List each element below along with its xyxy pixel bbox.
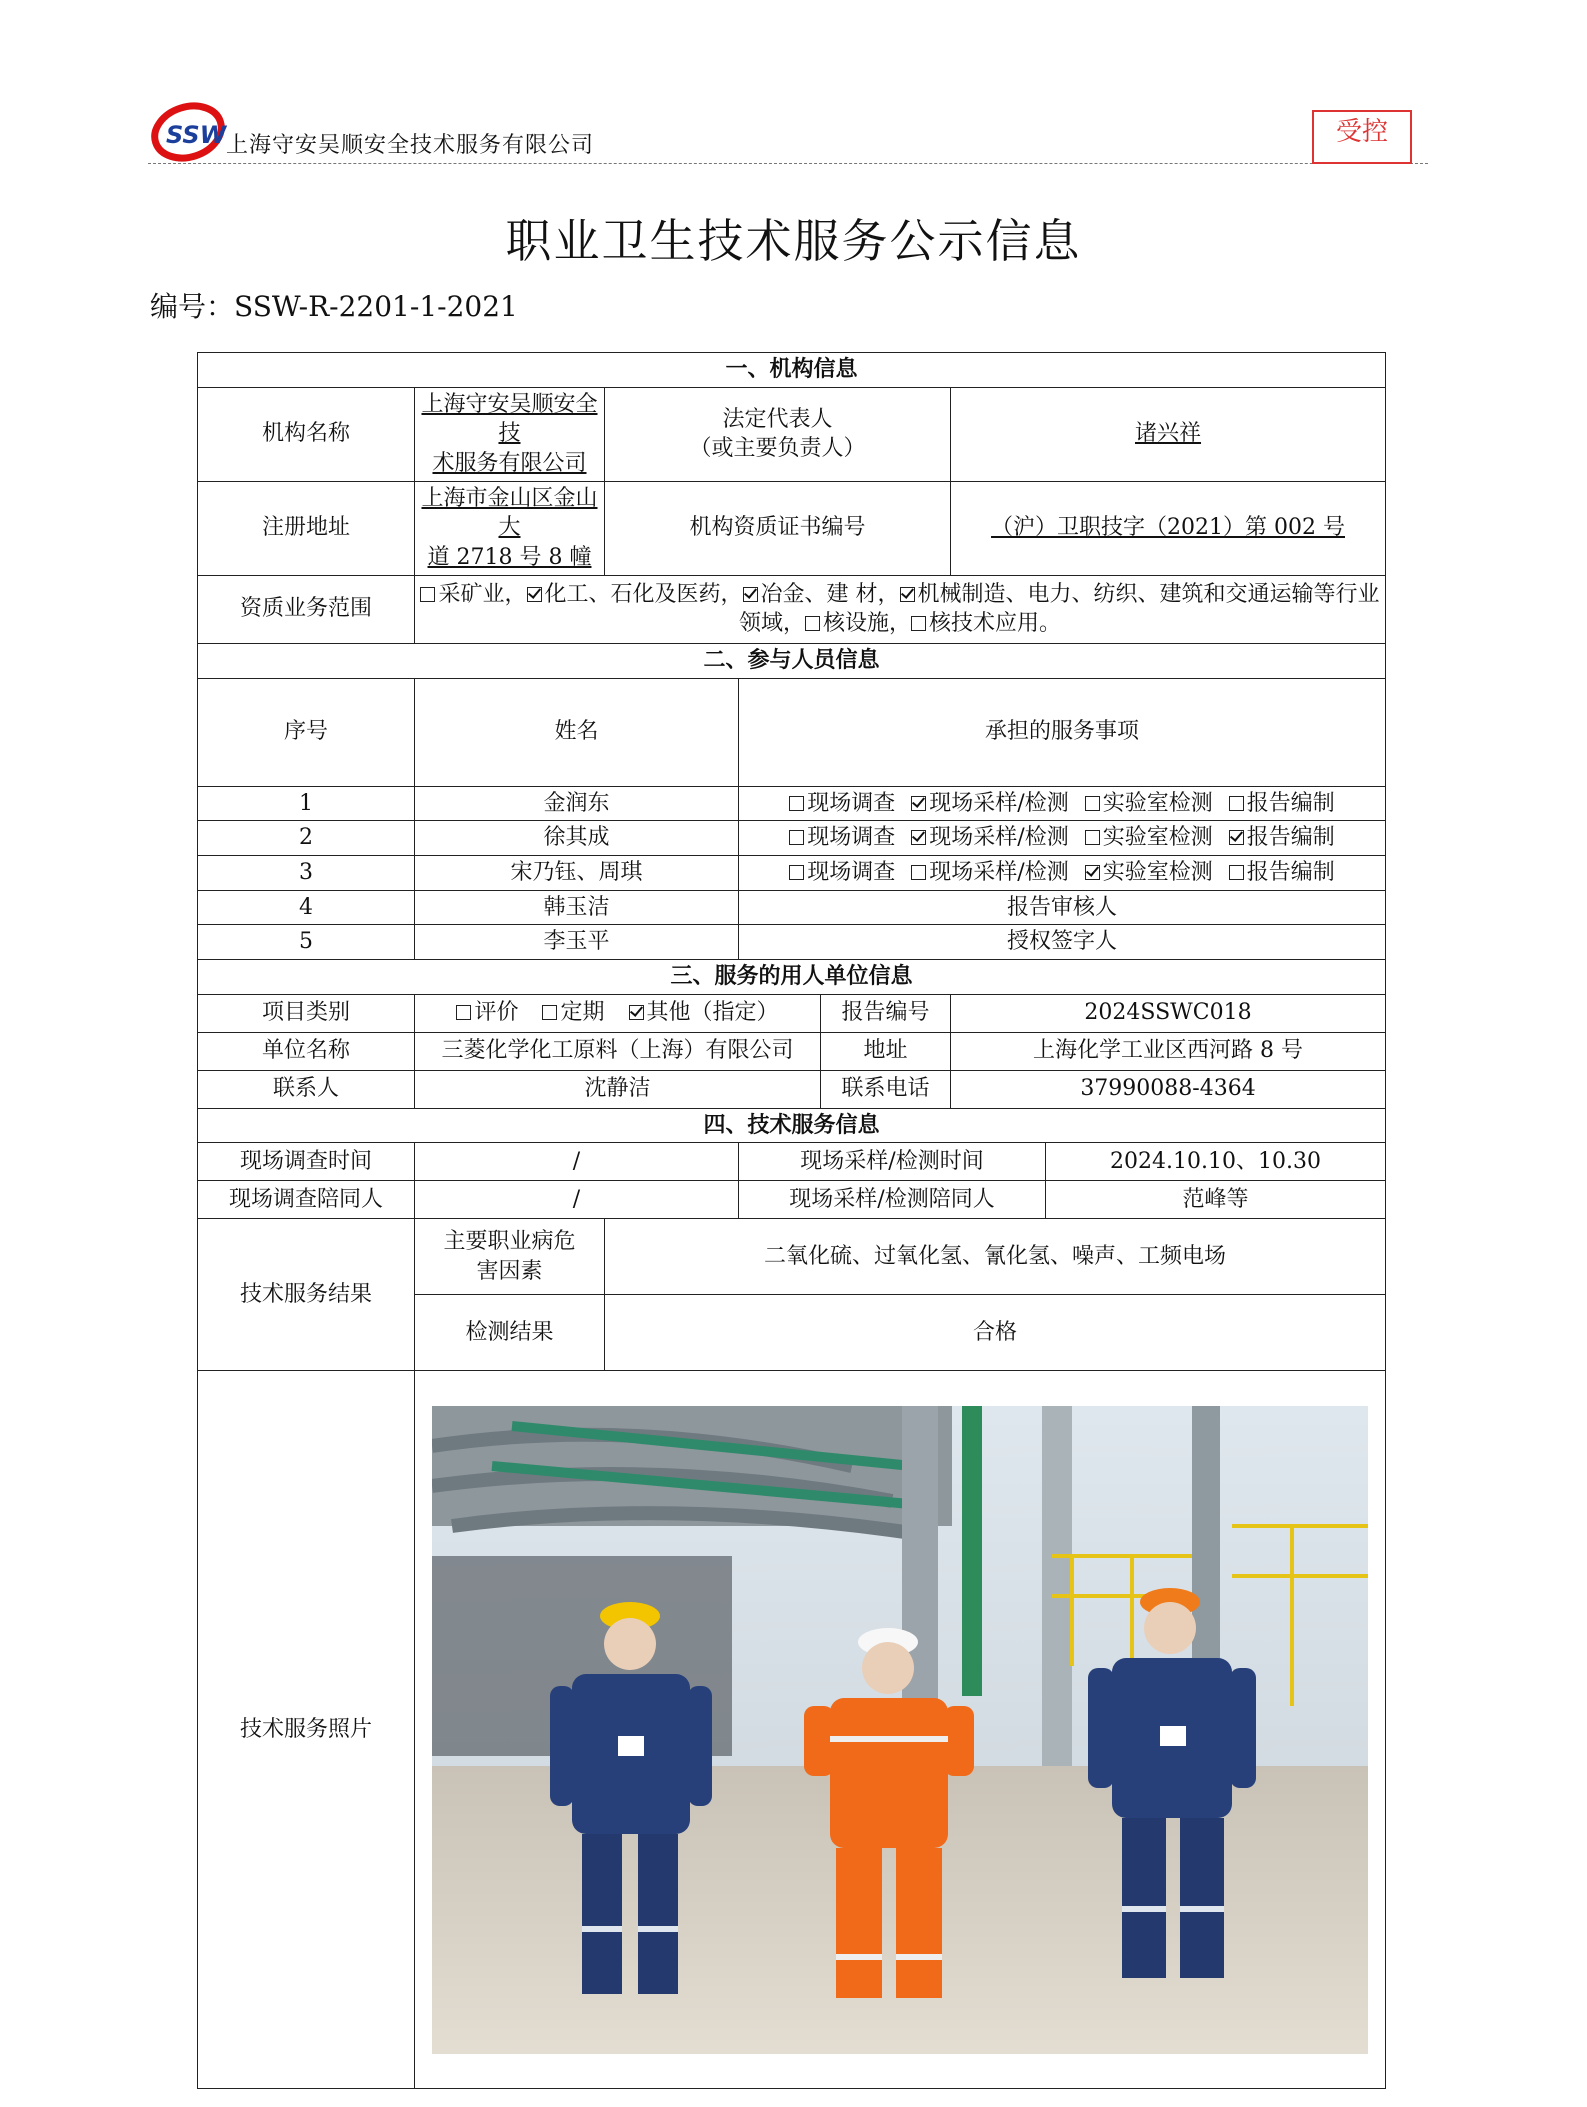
sampling-companion: 范峰等 — [1046, 1181, 1386, 1219]
service-photo — [432, 1406, 1368, 2054]
scope-item-label: 机械制造、电力、纺织、建筑和交通运输等行业领域， — [738, 581, 1380, 637]
duty-item — [789, 791, 895, 816]
staff-row — [198, 890, 1386, 925]
staff-name: 韩玉洁 — [415, 890, 739, 925]
detect-result: 合格 — [605, 1295, 1386, 1371]
info-table — [197, 352, 1386, 2089]
duty-item — [1085, 791, 1213, 816]
checked-box-icon — [629, 1005, 644, 1020]
unchecked-box-icon — [542, 1005, 557, 1020]
duty-item — [1085, 825, 1213, 850]
address-label: 注册地址 — [198, 481, 415, 575]
survey-time-label: 现场调查时间 — [198, 1143, 415, 1181]
unchecked-box-icon — [789, 796, 804, 811]
section-client-heading: 三、服务的用人单位信息 — [198, 959, 1386, 994]
project-type-label: 评价 — [474, 1000, 519, 1026]
scope-label: 资质业务范围 — [198, 575, 415, 643]
client-address: 上海化学工业区西河路 8 号 — [951, 1032, 1386, 1070]
checked-box-icon — [911, 796, 926, 811]
duty-label: 实验室检测 — [1102, 790, 1213, 816]
unchecked-box-icon — [789, 865, 804, 880]
hazards-label: 主要职业病危 害因素 — [415, 1219, 605, 1295]
section-service-heading: 四、技术服务信息 — [198, 1108, 1386, 1143]
scope-item — [911, 611, 1061, 636]
cert-value: （沪）卫职技字（2021）第 002 号 — [951, 481, 1386, 575]
document-number: 编号：SSW-R-2201-1-2021 — [150, 290, 518, 323]
scope-item-label: 核设施， — [823, 611, 912, 637]
scope-item-label: 冶金、建 材， — [760, 581, 900, 607]
client-address-label: 地址 — [821, 1032, 951, 1070]
staff-role: 报告审核人 — [739, 890, 1386, 925]
phone-label: 联系电话 — [821, 1070, 951, 1108]
hazards-value: 二氧化硫、过氧化氢、氰化氢、噪声、工频电场 — [605, 1219, 1386, 1295]
checked-box-icon — [1085, 865, 1100, 880]
photo-label: 技术服务照片 — [198, 1371, 415, 2089]
duty-item — [911, 825, 1068, 850]
project-type-options — [415, 994, 821, 1032]
unchecked-box-icon — [911, 616, 926, 631]
staff-row — [198, 786, 1386, 821]
project-type-option — [629, 1000, 779, 1025]
unchecked-box-icon — [420, 587, 435, 602]
detect-result-label: 检测结果 — [415, 1295, 605, 1371]
duty-item — [911, 791, 1068, 816]
unchecked-box-icon — [789, 830, 804, 845]
duty-item — [1229, 825, 1335, 850]
project-type-label: 其他（指定） — [646, 1000, 779, 1026]
scope-item — [527, 582, 743, 607]
sampling-time-label: 现场采样/检测时间 — [739, 1143, 1046, 1181]
report-no-label: 报告编号 — [821, 994, 951, 1032]
project-type-option — [456, 1000, 518, 1025]
unchecked-box-icon — [1229, 865, 1244, 880]
project-type-option — [542, 1000, 604, 1025]
unchecked-box-icon — [1229, 796, 1244, 811]
duty-item — [1085, 860, 1213, 885]
duty-item — [911, 860, 1068, 885]
photo-cell — [415, 1371, 1386, 2089]
staff-seq: 2 — [198, 821, 415, 856]
staff-role: 授权签字人 — [739, 925, 1386, 960]
checked-box-icon — [743, 587, 758, 602]
phone-number: 37990088-4364 — [951, 1070, 1386, 1108]
legal-rep: 诸兴祥 — [951, 387, 1386, 481]
unit-name: 三菱化学化工原料（上海）有限公司 — [415, 1032, 821, 1070]
controlled-stamp: 受控 — [1312, 110, 1412, 164]
scope-item-label: 核技术应用。 — [929, 611, 1062, 637]
staff-name: 李玉平 — [415, 925, 739, 960]
scope-item — [420, 582, 526, 607]
checked-box-icon — [900, 587, 915, 602]
service-photo-image — [432, 1406, 1368, 2054]
duty-label: 报告编制 — [1246, 825, 1335, 851]
duty-label: 现场调查 — [807, 825, 896, 851]
project-type-label: 项目类别 — [198, 994, 415, 1032]
staff-duties — [739, 786, 1386, 821]
scope-item — [805, 611, 911, 636]
staff-row — [198, 855, 1386, 890]
duty-label: 现场采样/检测 — [929, 859, 1069, 885]
staff-seq: 3 — [198, 855, 415, 890]
logo-text: SSW — [166, 121, 227, 149]
duty-label: 报告编制 — [1246, 790, 1335, 816]
staff-seq: 5 — [198, 925, 415, 960]
org-name: 上海守安吴顺安全技 术服务有限公司 — [415, 387, 605, 481]
staff-seq: 1 — [198, 786, 415, 821]
sampling-companion-label: 现场采样/检测陪同人 — [739, 1181, 1046, 1219]
checked-box-icon — [1229, 830, 1244, 845]
report-no: 2024SSWC018 — [951, 994, 1386, 1032]
unchecked-box-icon — [805, 616, 820, 631]
sampling-time: 2024.10.10、10.30 — [1046, 1143, 1386, 1181]
checked-box-icon — [911, 830, 926, 845]
staff-duties — [739, 821, 1386, 856]
unchecked-box-icon — [456, 1005, 471, 1020]
scope-item — [743, 582, 900, 607]
survey-time: / — [415, 1143, 739, 1181]
scope-item-label: 采矿业， — [438, 581, 527, 607]
duty-item — [1229, 791, 1335, 816]
survey-companion-label: 现场调查陪同人 — [198, 1181, 415, 1219]
duty-label: 实验室检测 — [1102, 859, 1213, 885]
checked-box-icon — [527, 587, 542, 602]
staff-row — [198, 925, 1386, 960]
duty-item — [789, 825, 895, 850]
contact-name: 沈静洁 — [415, 1070, 821, 1108]
ssw-logo — [148, 98, 228, 164]
scope-list — [415, 575, 1386, 643]
duty-label: 现场调查 — [807, 859, 896, 885]
header-divider — [148, 163, 1428, 164]
unchecked-box-icon — [1085, 796, 1100, 811]
unit-name-label: 单位名称 — [198, 1032, 415, 1070]
document-title: 职业卫生技术服务公示信息 — [505, 214, 1082, 268]
col-seq-header: 序号 — [198, 678, 415, 786]
cert-label: 机构资质证书编号 — [605, 481, 951, 575]
project-type-label: 定期 — [560, 1000, 605, 1026]
result-label: 技术服务结果 — [198, 1219, 415, 1371]
company-name: 上海守安吴顺安全技术服务有限公司 — [226, 133, 595, 158]
duty-label: 现场采样/检测 — [929, 790, 1069, 816]
staff-seq: 4 — [198, 890, 415, 925]
page-header — [148, 96, 1428, 166]
unchecked-box-icon — [911, 865, 926, 880]
staff-name: 宋乃钰、周琪 — [415, 855, 739, 890]
section-org-heading: 一、机构信息 — [198, 353, 1386, 388]
duty-item — [789, 860, 895, 885]
staff-duties — [739, 855, 1386, 890]
org-name-label: 机构名称 — [198, 387, 415, 481]
staff-name: 金润东 — [415, 786, 739, 821]
col-duty-header: 承担的服务事项 — [739, 678, 1386, 786]
org-address: 上海市金山区金山大 道 2718 号 8 幢 — [415, 481, 605, 575]
survey-companion: / — [415, 1181, 739, 1219]
legal-rep-label: 法定代表人 （或主要负责人） — [605, 387, 951, 481]
unchecked-box-icon — [1085, 830, 1100, 845]
section-staff-heading: 二、参与人员信息 — [198, 643, 1386, 678]
duty-label: 现场采样/检测 — [929, 825, 1069, 851]
scope-item-label: 化工、石化及医药， — [544, 581, 743, 607]
staff-name: 徐其成 — [415, 821, 739, 856]
duty-item — [1229, 860, 1335, 885]
col-name-header: 姓名 — [415, 678, 739, 786]
duty-label: 实验室检测 — [1102, 825, 1213, 851]
duty-label: 现场调查 — [807, 790, 896, 816]
staff-row — [198, 821, 1386, 856]
contact-label: 联系人 — [198, 1070, 415, 1108]
duty-label: 报告编制 — [1246, 859, 1335, 885]
